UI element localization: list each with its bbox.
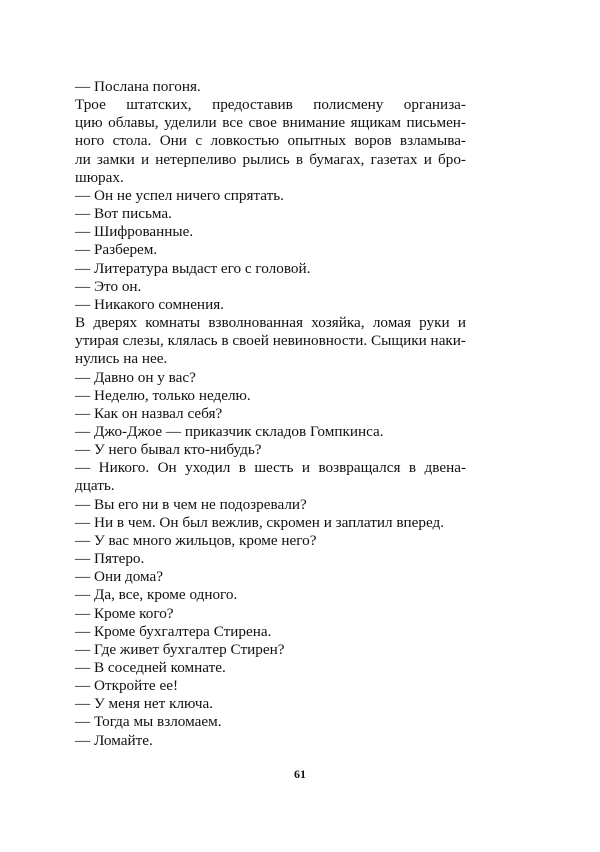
text-line: — Кроме кого? xyxy=(75,604,174,622)
paragraph xyxy=(56,296,466,314)
text-line: — У него бывал кто-нибудь? xyxy=(75,441,262,459)
paragraph xyxy=(56,96,466,187)
paragraph xyxy=(56,605,466,623)
paragraph xyxy=(56,441,466,459)
text-line: — Вы его ни в чем не подозревали? xyxy=(75,495,307,513)
paragraph xyxy=(56,550,466,568)
text-line: — Послана погоня. xyxy=(75,78,201,95)
paragraph xyxy=(56,223,466,241)
paragraph xyxy=(56,532,466,550)
paragraph xyxy=(56,459,466,495)
paragraph xyxy=(56,695,466,713)
paragraph xyxy=(56,369,466,387)
text-line: — Ни в чем. Он был вежлив, скромен и заплатил вперед. xyxy=(75,513,445,531)
text-line: — У вас много жильцов, кроме него? xyxy=(75,531,317,549)
paragraph xyxy=(56,677,466,695)
text-line: — Давно он у вас? xyxy=(75,368,196,386)
text-line: — Никакого сомнения. xyxy=(75,295,224,313)
text-line: — Откройте ее! xyxy=(75,677,178,695)
text-line: шюрах. xyxy=(75,168,124,186)
text-line: — Тогда мы взломаем. xyxy=(75,713,222,731)
text-line: ного стола. Они с ловкостью опытных воров взламыва- xyxy=(75,132,466,150)
text-line: — Литература выдаст его с головой. xyxy=(75,259,311,277)
text-line: — В соседней комнате. xyxy=(75,659,226,676)
text-line: — Разберем. xyxy=(75,241,158,259)
text-line: — Пятеро. xyxy=(75,550,145,568)
text-line: — Кроме бухгалтера Стирена. xyxy=(75,622,272,640)
text-line: — Это он. xyxy=(75,277,142,295)
text-line: Трое штатских, предоставив полисмену организа- xyxy=(75,96,466,114)
paragraph xyxy=(56,241,466,259)
text-line: утирая слезы, клялась в своей невиновности. Сыщики наки- xyxy=(75,332,466,350)
text-line: — Никого. Он уходил в шесть и возвращался в двена- xyxy=(75,459,466,477)
text-line: — У меня нет ключа. xyxy=(75,695,213,713)
text-line: — Да, все, кроме одного. xyxy=(75,586,238,604)
paragraph xyxy=(56,260,466,278)
paragraph xyxy=(56,586,466,604)
text-line: — Шифрованные. xyxy=(75,223,194,241)
text-line: — Неделю, только неделю. xyxy=(75,386,251,404)
text-line: ли замки и нетерпеливо рылись в бумагах, газетах и бро- xyxy=(75,150,466,168)
text-line: — Ломайте. xyxy=(75,731,153,749)
paragraph xyxy=(56,423,466,441)
text-line: — Он не успел ничего спрятать. xyxy=(75,186,284,204)
text-line: — Где живет бухгалтер Стирен? xyxy=(75,640,285,658)
text-line: — Вот письма. xyxy=(75,205,172,223)
text-line: — Джо-Джое — приказчик складов Гомпкинса. xyxy=(75,422,384,440)
book-page-text xyxy=(56,78,466,750)
paragraph xyxy=(56,568,466,586)
paragraph xyxy=(56,659,466,677)
text-line: В дверях комнаты взволнованная хозяйка, ломая руки и xyxy=(75,314,466,332)
paragraph xyxy=(56,205,466,223)
paragraph xyxy=(56,278,466,296)
text-line: — Они дома? xyxy=(75,568,164,586)
page-number: 61 xyxy=(294,767,306,781)
text-line: дцать. xyxy=(75,477,115,495)
paragraph xyxy=(56,405,466,423)
text-line: — Как он назвал себя? xyxy=(75,404,223,422)
paragraph xyxy=(56,187,466,205)
paragraph xyxy=(56,732,466,750)
paragraph xyxy=(56,496,466,514)
paragraph xyxy=(56,623,466,641)
paragraph xyxy=(56,713,466,731)
paragraph xyxy=(56,78,466,96)
text-line: цию облавы, уделили все свое внимание ящикам письмен- xyxy=(75,114,466,132)
paragraph xyxy=(56,314,466,368)
paragraph xyxy=(56,514,466,532)
text-line: нулись на нее. xyxy=(75,350,168,368)
paragraph xyxy=(56,641,466,659)
paragraph xyxy=(56,387,466,405)
